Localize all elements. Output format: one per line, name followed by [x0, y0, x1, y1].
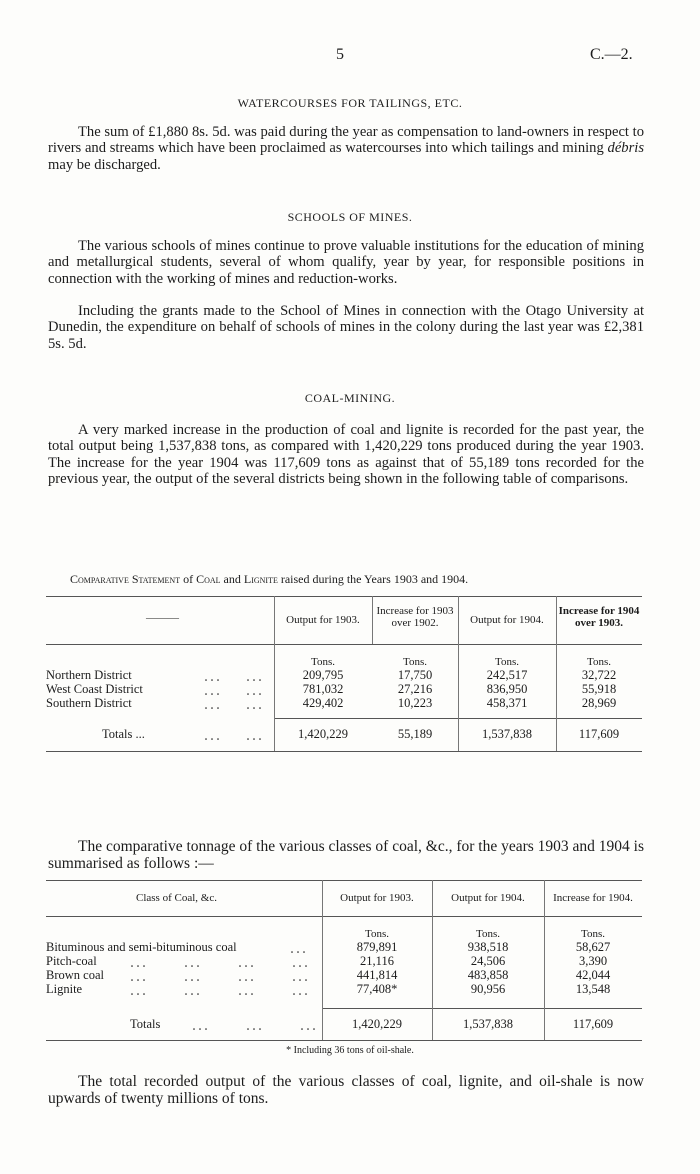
totals-row	[46, 1017, 642, 1034]
leader-dots: ... ...	[204, 696, 264, 713]
paragraph-watercourses	[48, 124, 644, 173]
cell: 3,390	[578, 954, 608, 968]
cell: 32,722	[581, 668, 617, 682]
cell: 938,518	[467, 940, 509, 954]
leader-dots: ...	[290, 940, 308, 957]
row-label: Northern District	[46, 668, 132, 682]
table1-unit: Tons.	[311, 656, 335, 668]
cell: 1,537,838	[482, 727, 532, 741]
table-row	[46, 968, 642, 985]
paragraph-closing	[48, 1073, 644, 1107]
closing-text: The total recorded output of the various classes of coal, lignite, and oil-shale is now upwards of twenty millions of tons.	[48, 1073, 644, 1107]
caption-part-4: and	[220, 572, 244, 586]
section-heading-watercourses: WATERCOURSES FOR TAILINGS, ETC.	[237, 96, 463, 110]
cell: 1,420,229	[352, 1017, 402, 1031]
caption-part-5: Lignite	[243, 572, 278, 586]
table1-unit: Tons.	[587, 656, 611, 668]
caption-part-3: Coal	[196, 572, 221, 586]
cell: 879,891	[356, 940, 398, 954]
caption-part-2: of	[180, 572, 197, 586]
cell: 55,918	[581, 682, 617, 696]
cell: 21,116	[360, 954, 394, 968]
paragraph-schools-2	[48, 303, 644, 352]
cell: 28,969	[581, 696, 617, 710]
cell: 836,950	[486, 682, 528, 696]
cell: 13,548	[575, 982, 611, 996]
row-label: Southern District	[46, 696, 132, 710]
table1-header-increase-1904: Increase for 1904 over 1903.	[558, 605, 640, 629]
table2-unit: Tons.	[365, 928, 389, 940]
row-label: Lignite	[46, 982, 83, 996]
totals-label: Totals	[130, 1017, 161, 1031]
table-row	[46, 696, 642, 713]
schools-text-1: The various schools of mines continue to prove valuable institutions for the education of mining and metallurgical students, several of whom qualify, year by year, for responsible positions in connection with the working of mines and reduction-works.	[48, 238, 644, 287]
paragraph-schools-1	[48, 238, 644, 287]
table1-header-increase-1903: Increase for 1903 over 1902.	[376, 605, 454, 629]
leader-dots: ... ... ...	[192, 1017, 318, 1034]
cell: 55,189	[397, 727, 433, 741]
table1-corner-dash: ———	[146, 612, 179, 624]
cell: 242,517	[486, 668, 528, 682]
cell: 781,032	[302, 682, 344, 696]
totals-label: Totals ...	[102, 727, 145, 741]
table-row	[46, 668, 642, 685]
cell: 24,506	[470, 954, 506, 968]
table1-unit: Tons.	[495, 656, 519, 668]
cell: 42,044	[575, 968, 611, 982]
cell: 458,371	[486, 696, 528, 710]
watercourses-text-a: The sum of £1,880 8s. 5d. was paid during the year as compensation to land-owners in respect to rivers and streams which have been proclaimed as watercourses into which tailings and mining	[48, 124, 644, 157]
table2-header-class: Class of Coal, &c.	[136, 892, 217, 904]
paragraph-coal	[48, 422, 644, 488]
leader-dots: ... ... ... ...	[130, 982, 310, 999]
cell: 58,627	[575, 940, 611, 954]
cell: 429,402	[302, 696, 344, 710]
table2-header-output-1904: Output for 1904.	[451, 892, 525, 904]
caption-part-6: raised during the Years 1903 and 1904.	[277, 572, 469, 586]
caption-part-1: Comparative Statement	[70, 572, 181, 586]
table-row	[46, 682, 642, 699]
watercourses-italic: débris	[607, 140, 644, 157]
cell: 117,609	[578, 727, 620, 741]
page-number: 5	[336, 46, 344, 63]
document-code: C.—2.	[590, 46, 633, 63]
tonnage-text: The comparative tonnage of the various classes of coal, &c., for the years 1903 and 1904 is summarised as follows :—	[48, 838, 644, 872]
cell: 1,420,229	[298, 727, 348, 741]
table2-header-increase-1904: Increase for 1904.	[553, 892, 633, 904]
table2-unit: Tons.	[476, 928, 500, 940]
cell: 77,408*	[356, 982, 398, 996]
table1-unit: Tons.	[403, 656, 427, 668]
table1-caption	[70, 572, 468, 587]
table-row	[46, 940, 642, 957]
coal-text: A very marked increase in the production of coal and lignite is recorded for the past year, the total output being 1,537,838 tons, as compared with 1,420,229 tons produced during the year 1903. The increase for the year 1904 was 117,609 tons as against that of 55,189 tons recorded for the previous year, the output of the several districts being shown in the following table of comparisons.	[48, 422, 644, 488]
leader-dots: ... ...	[204, 727, 264, 744]
cell: 441,814	[356, 968, 398, 982]
cell: 483,858	[467, 968, 509, 982]
table1-header-output-1904: Output for 1904.	[470, 614, 544, 626]
cell: 27,216	[397, 682, 433, 696]
row-label: Pitch-coal	[46, 954, 97, 968]
table2-unit: Tons.	[581, 928, 605, 940]
section-heading-schools: SCHOOLS OF MINES.	[287, 210, 413, 224]
leader-dots: ... ... ... ...	[130, 954, 310, 971]
leader-dots: ... ...	[204, 682, 264, 699]
leader-dots: ... ...	[204, 668, 264, 685]
cell: 117,609	[572, 1017, 614, 1031]
leader-dots: ... ... ... ...	[130, 968, 310, 985]
cell: 209,795	[302, 668, 344, 682]
schools-text-2: Including the grants made to the School of Mines in connection with the Otago University at Dunedin, the expenditure on behalf of schools of mines in the colony during the last year was £2,381 5s. 5d.	[48, 303, 644, 352]
table2-header-output-1903: Output for 1903.	[340, 892, 414, 904]
table1-header-output-1903: Output for 1903.	[286, 614, 360, 626]
table2-footnote: * Including 36 tons of oil-shale.	[286, 1045, 414, 1056]
table-row	[46, 954, 642, 971]
cell: 90,956	[470, 982, 506, 996]
comparative-statement-table	[46, 596, 642, 758]
cell: 10,223	[397, 696, 433, 710]
row-label: West Coast District	[46, 682, 143, 696]
row-label: Brown coal	[46, 968, 104, 982]
table-row	[46, 982, 642, 999]
totals-row	[46, 727, 642, 744]
cell: 1,537,838	[463, 1017, 513, 1031]
coal-classes-table	[46, 880, 642, 1046]
paragraph-tonnage	[48, 838, 644, 872]
row-label: Bituminous and semi-bituminous coal	[46, 940, 237, 954]
section-heading-coal: COAL-MINING.	[304, 391, 396, 405]
cell: 17,750	[397, 668, 433, 682]
watercourses-text-b: may be discharged.	[48, 156, 161, 173]
